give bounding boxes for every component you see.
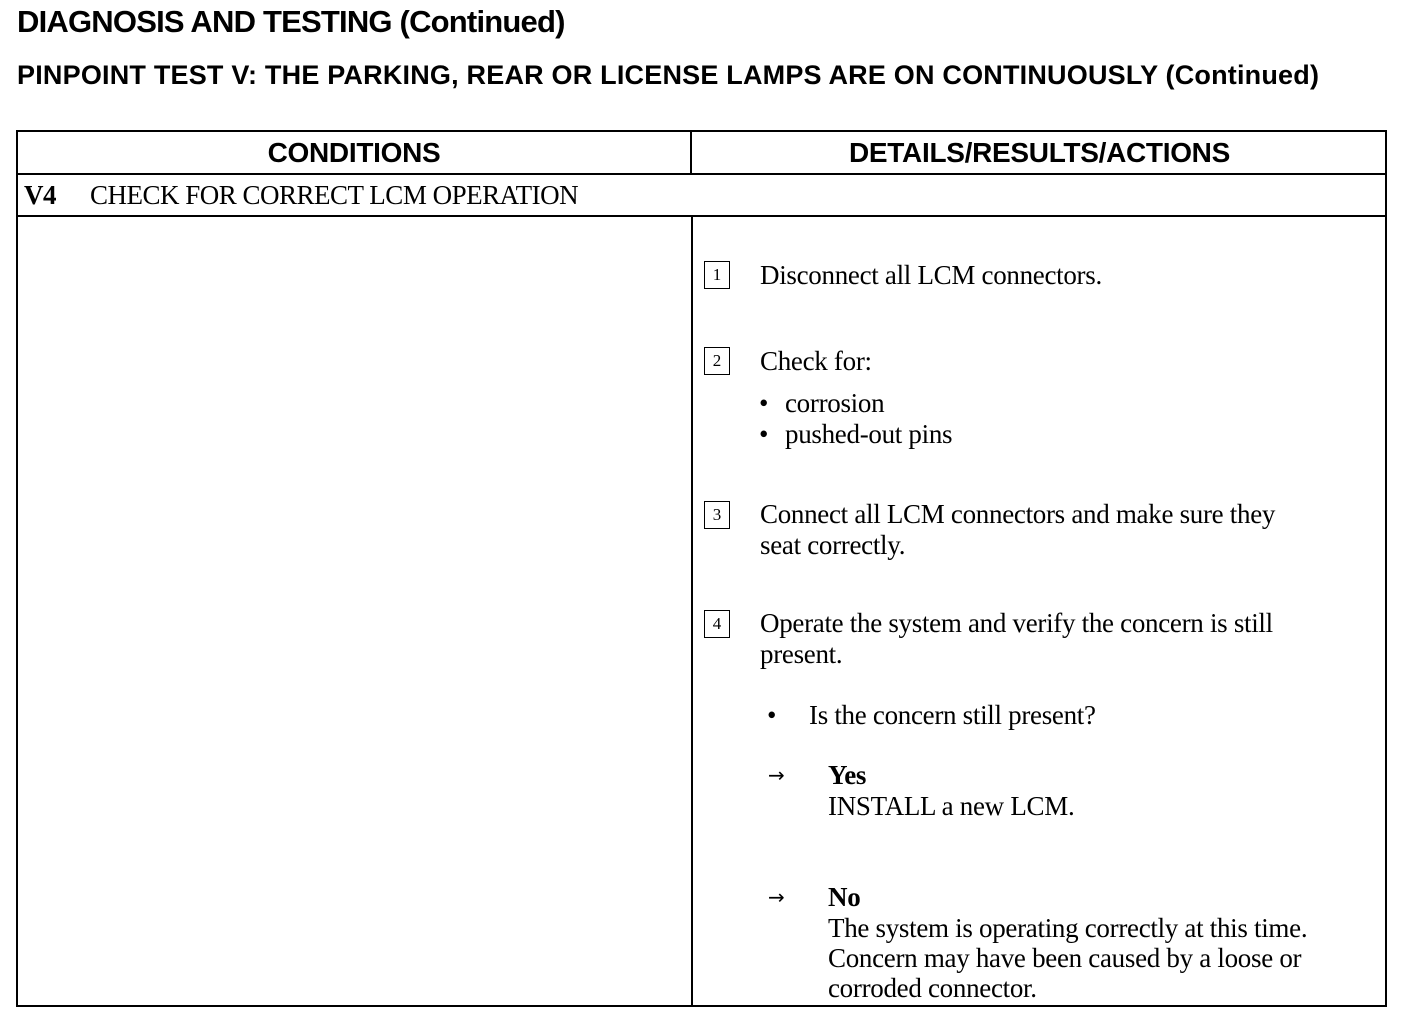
bullet-mark: • bbox=[759, 419, 769, 449]
step-title: CHECK FOR CORRECT LCM OPERATION bbox=[90, 180, 579, 210]
action-text: Operate the system and verify the concern is still bbox=[760, 608, 1273, 638]
action-text: Connect all LCM connectors and make sure they bbox=[760, 499, 1276, 529]
step-number-box: 4 bbox=[704, 610, 730, 638]
conditions-column-header: CONDITIONS bbox=[267, 137, 441, 168]
step-rule bbox=[18, 215, 1385, 217]
action-text-continued: present. bbox=[760, 639, 843, 669]
details-column-header: DETAILS/RESULTS/ACTIONS bbox=[849, 137, 1230, 168]
body-divider bbox=[691, 217, 693, 1007]
action-text-continued: seat correctly. bbox=[760, 530, 906, 560]
arrow-right-icon: → bbox=[768, 763, 785, 787]
step-number-box: 1 bbox=[704, 261, 730, 289]
step-number-box: 2 bbox=[704, 347, 730, 375]
page-title: DIAGNOSIS AND TESTING (Continued) bbox=[17, 4, 565, 39]
no-action-line: Concern may have been caused by a loose or bbox=[828, 943, 1302, 973]
step-id: V4 bbox=[24, 180, 56, 210]
no-action-line: The system is operating correctly at this time. bbox=[828, 913, 1308, 943]
header-divider bbox=[690, 132, 692, 173]
action-text: Check for: bbox=[760, 346, 872, 376]
step-number-box: 3 bbox=[704, 501, 730, 529]
no-label: No bbox=[828, 882, 861, 912]
question-text: Is the concern still present? bbox=[809, 700, 1096, 730]
check-item: corrosion bbox=[785, 388, 885, 418]
pinpoint-test-table bbox=[16, 130, 1387, 1007]
pinpoint-test-title: PINPOINT TEST V: THE PARKING, REAR OR LICENSE LAMPS ARE ON CONTINUOUSLY (Continued) bbox=[17, 60, 1320, 90]
bullet-mark: • bbox=[767, 700, 777, 730]
yes-action: INSTALL a new LCM. bbox=[828, 791, 1075, 821]
arrow-right-icon: → bbox=[768, 885, 785, 909]
yes-label: Yes bbox=[828, 760, 867, 790]
check-item: pushed-out pins bbox=[785, 419, 953, 449]
action-text: Disconnect all LCM connectors. bbox=[760, 260, 1102, 290]
bullet-mark: • bbox=[759, 388, 769, 418]
no-action-line: corroded connector. bbox=[828, 973, 1037, 1003]
